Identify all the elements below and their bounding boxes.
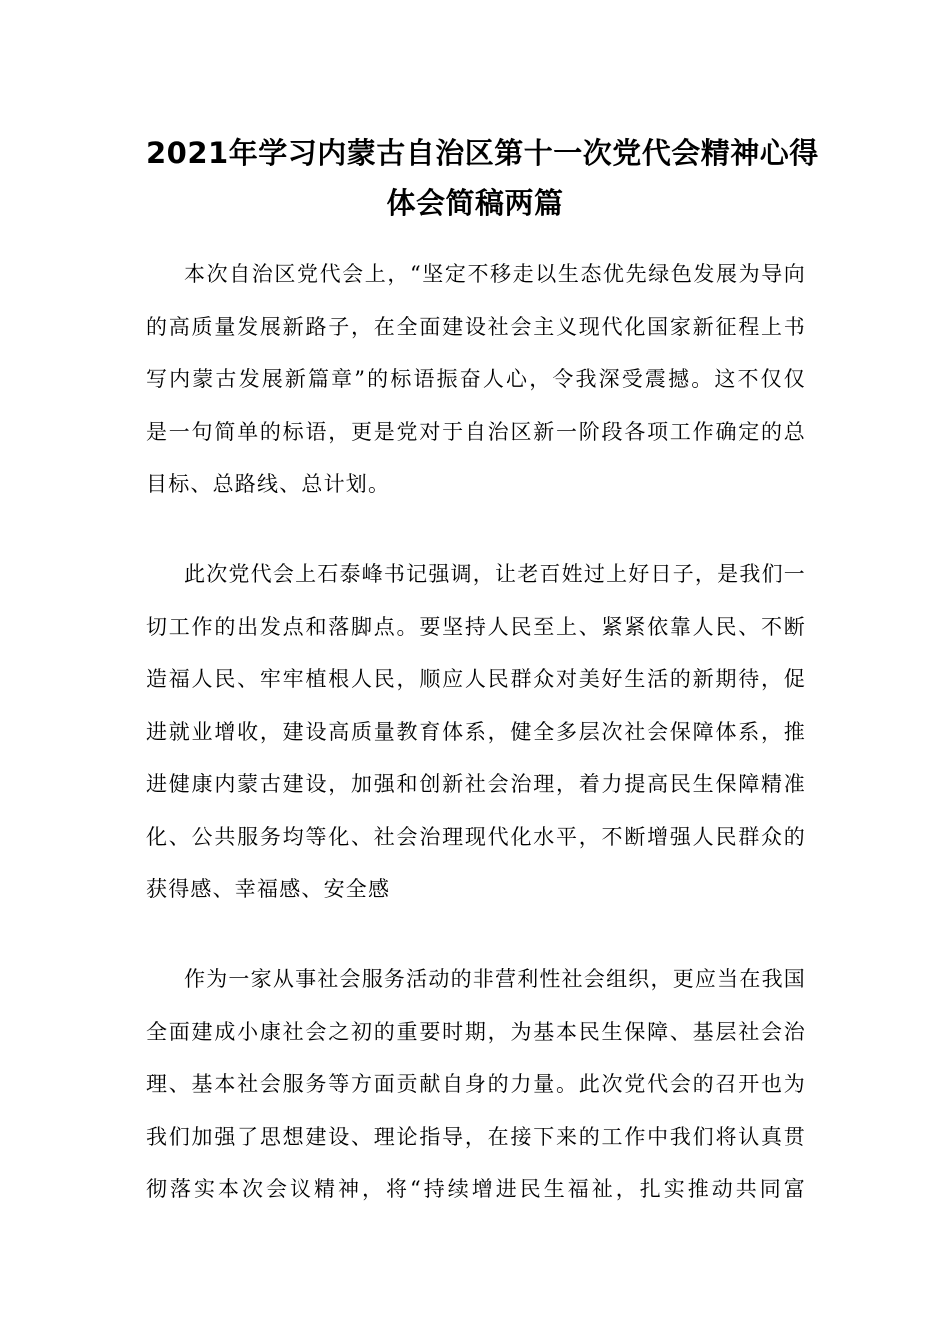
title-line-2: 体会简稿两篇	[386, 186, 564, 220]
paragraph-line: 我们加强了思想建设、理论指导，在接下来的工作中我们将认真贯	[146, 1124, 806, 1149]
paragraph-line: 本次自治区党代会上，“坚定不移走以生态优先绿色发展为导向	[184, 262, 806, 286]
paragraph-2	[146, 548, 806, 916]
paragraph-line: 获得感、幸福感、安全感	[146, 877, 391, 901]
paragraph-1	[146, 248, 806, 511]
paragraph-3	[146, 953, 806, 1216]
paragraph-line: 进健康内蒙古建设，加强和创新社会治理，着力提高民生保障精准	[146, 772, 806, 796]
paragraph-line: 此次党代会上石泰峰书记强调，让老百姓过上好日子，是我们一	[184, 562, 806, 586]
title-line-1: 2021年学习内蒙古自治区第十一次党代会精神心得	[146, 136, 819, 170]
paragraph-line: 作为一家从事社会服务活动的非营利性社会组织，更应当在我国	[184, 967, 806, 991]
document-title	[146, 128, 819, 228]
paragraph-line: 进就业增收，建设高质量教育体系，健全多层次社会保障体系，推	[146, 719, 806, 744]
paragraph-line: 全面建成小康社会之初的重要时期，为基本民生保障、基层社会治	[146, 1019, 806, 1044]
paragraph-line: 彻落实本次会议精神，将“持续增进民生福祉，扎实推动共同富	[146, 1177, 806, 1201]
paragraph-line: 是一句简单的标语，更是党对于自治区新一阶段各项工作确定的总	[146, 419, 806, 444]
paragraph-line: 的高质量发展新路子，在全面建设社会主义现代化国家新征程上书	[146, 314, 806, 339]
paragraph-line: 写内蒙古发展新篇章”的标语振奋人心，令我深受震撼。这不仅仅	[146, 367, 806, 391]
paragraph-line: 理、基本社会服务等方面贡献自身的力量。此次党代会的召开也为	[146, 1072, 806, 1096]
paragraph-line: 化、公共服务均等化、社会治理现代化水平，不断增强人民群众的	[146, 824, 806, 849]
paragraph-line: 目标、总路线、总计划。	[146, 472, 391, 496]
paragraph-line: 造福人民、牢牢植根人民，顺应人民群众对美好生活的新期待，促	[146, 667, 806, 691]
paragraph-line: 切工作的出发点和落脚点。要坚持人民至上、紧紧依靠人民、不断	[146, 614, 806, 639]
